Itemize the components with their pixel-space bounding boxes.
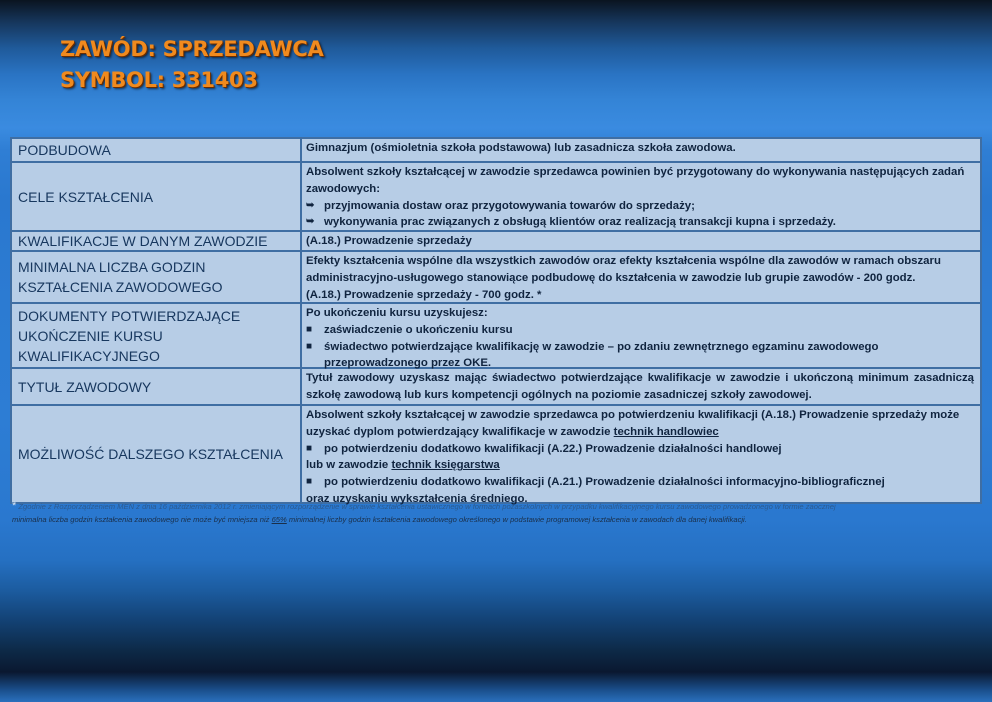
- title-symbol: SYMBOL: 331403: [60, 68, 258, 92]
- dalsze-text: lub w zawodzie: [306, 459, 392, 472]
- row-content: [302, 304, 980, 370]
- list-item-text: zaświadczenie o ukończeniu kursu: [324, 323, 513, 336]
- row-label: MOŻLIWOŚĆ DALSZEGO KSZTAŁCENIA: [12, 406, 300, 502]
- table-row-godziny: [12, 252, 980, 304]
- list-item-text: wykonywania prac związanych z obsługą klientów oraz realizacją transakcji kupna i sprzedaży.: [324, 216, 836, 229]
- table-row-podbudowa: [12, 139, 980, 163]
- kwalifikacje-text: (A.18.) Prowadzenie sprzedaży: [306, 235, 472, 247]
- square-bullet-icon: ■: [306, 442, 313, 454]
- row-content: [302, 139, 980, 161]
- technik-handlowiec-link[interactable]: technik handlowiec: [613, 425, 719, 438]
- footnote-line-2a: minimalna liczba godzin kształcenia zawodowego nie może być mniejsza niż: [12, 515, 272, 524]
- list-item: [306, 441, 974, 458]
- footnote-star: *: [12, 500, 17, 512]
- table-row-kwalifikacje: [12, 232, 980, 252]
- footnote-line-2b: minimalnej liczby godzin kształcenia zawodowego określonego w podstawie programowej kształcenia w zawodach dla danej kwalifikacji.: [286, 515, 747, 524]
- list-item: [306, 198, 974, 215]
- dalsze-text: Absolwent szkoły kształcącej w zawodzie sprzedawca po potwierdzeniu kwalifikacji (A.18.) Prowadzenie sprzedaży może uzyskać dyplom potwierdzający kwalifikacje w zawodzie: [306, 409, 960, 438]
- footnote: [12, 500, 978, 526]
- cele-intro: Absolwent szkoły kształcącej w zawodzie sprzedawca powinien być przygotowany do wykonywania następujących zadań zawodowych:: [306, 166, 965, 195]
- godziny-text-2: (A.18.) Prowadzenie sprzedaży - 700 godz. *: [306, 288, 542, 301]
- footnote-line-1: Zgodnie z Rozporządzeniem MEN z dnia 16 października 2012 r. zmieniającym rozporządzenie w sprawie kształcenia ustawicznego w formach pozaszkolnych w przypadku kwalifikacyjnego kursu zawodowego prowadzonego w formie zaocznej: [18, 502, 836, 511]
- table-row-tytul: [12, 369, 980, 406]
- row-label: MINIMALNA LICZBA GODZIN KSZTAŁCENIA ZAWODOWEGO: [12, 252, 300, 302]
- godziny-text: Efekty kształcenia wspólne dla wszystkich zawodów oraz efekty kształcenia wspólne dla zawodów w ramach obszaru administracyjno-usługowego stanowiące podbudowę do kształcenia w zawodzie lub grupie zawodów - 200 godz.: [306, 255, 941, 284]
- footnote-percent: 65%: [271, 515, 287, 524]
- arrow-bullet-icon: ➥: [306, 199, 315, 211]
- row-label: PODBUDOWA: [12, 139, 300, 161]
- list-item-text: przyjmowania dostaw oraz przygotowywania towarów do sprzedaży;: [324, 199, 695, 212]
- square-bullet-icon: ■: [306, 323, 313, 335]
- arrow-bullet-icon: ➥: [306, 216, 315, 228]
- list-item: [306, 322, 974, 339]
- list-item-text: świadectwo potwierdzające kwalifikację w zawodzie – po zdaniu zewnętrznego egzaminu zawodowego przeprowadzonego przez OKE.: [324, 340, 879, 370]
- row-label: DOKUMENTY POTWIERDZAJĄCE UKOŃCZENIE KURSU KWALIFIKACYJNEGO: [12, 304, 300, 367]
- technik-ksiegarstwa-link[interactable]: technik księgarstwa: [391, 459, 500, 472]
- row-content: [302, 406, 980, 505]
- title-profession: ZAWÓD: SPRZEDAWCA: [60, 37, 324, 61]
- table-row-dokumenty: [12, 304, 980, 369]
- square-bullet-icon: ■: [306, 340, 313, 352]
- row-label: CELE KSZTAŁCENIA: [12, 163, 300, 230]
- row-content: [302, 163, 980, 230]
- info-table: [10, 137, 982, 504]
- list-item: [306, 474, 974, 491]
- row-content: [302, 252, 980, 302]
- dalsze-paragraph-2: [306, 457, 974, 474]
- dalsze-paragraph-3: oraz uzyskaniu wykształcenia średniego.: [306, 492, 528, 505]
- dokumenty-intro: Po ukończeniu kursu uzyskujesz:: [306, 307, 488, 319]
- list-item-text: po potwierdzeniu dodatkowo kwalifikacji (A.21.) Prowadzenie działalności informacyjno-bibliograficznej: [324, 476, 885, 489]
- table-row-cele: [12, 163, 980, 232]
- podbudowa-text: Gimnazjum (ośmioletnia szkoła podstawowa) lub zasadnicza szkoła zawodowa.: [306, 142, 736, 154]
- list-item-text: po potwierdzeniu dodatkowo kwalifikacji (A.22.) Prowadzenie działalności handlowej: [324, 442, 782, 455]
- row-content: [302, 369, 980, 404]
- list-item: [306, 339, 974, 373]
- row-label: TYTUŁ ZAWODOWY: [12, 369, 300, 404]
- row-label: KWALIFIKACJE W DANYM ZAWODZIE: [12, 232, 300, 250]
- table-row-dalsze-ksztalcenie: [12, 406, 980, 505]
- page-title: [60, 34, 323, 96]
- tytul-text: Tytuł zawodowy uzyskasz mając świadectwo potwierdzające kwalifikacje w zawodzie i ukończoną minimum zasadniczą szkołę zawodową lub kurs kompetencji ogólnych na poziomie zasadniczej szkoły zawodowej.: [306, 372, 974, 401]
- square-bullet-icon: ■: [306, 476, 313, 488]
- row-content: [302, 232, 980, 250]
- dalsze-paragraph-1: [306, 407, 974, 441]
- list-item: [306, 214, 974, 231]
